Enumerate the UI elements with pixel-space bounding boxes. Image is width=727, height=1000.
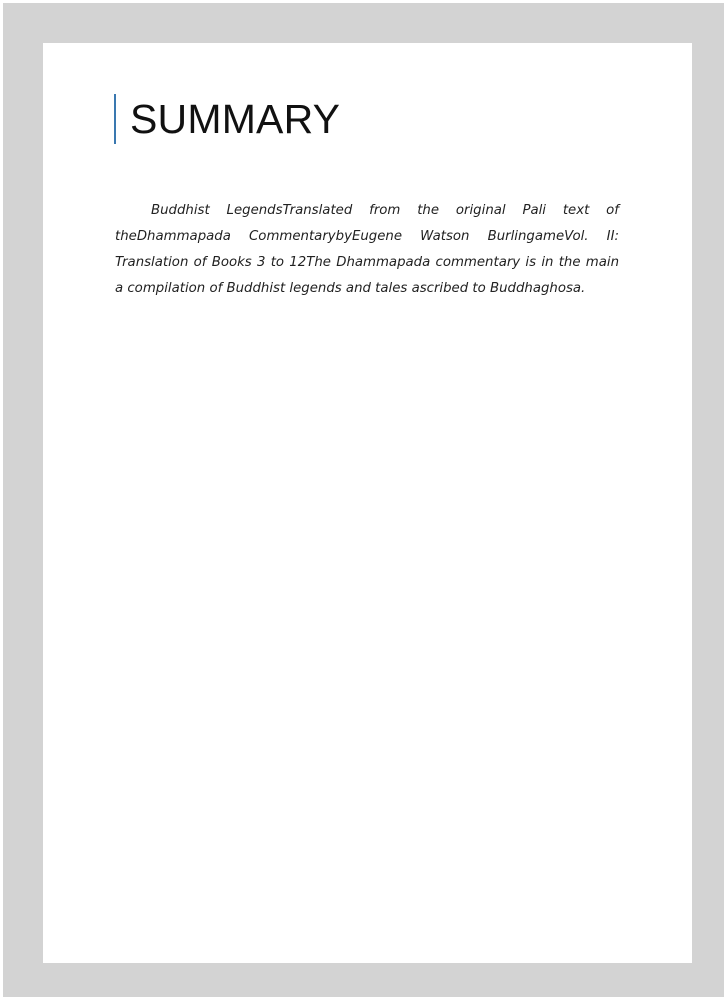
page-title: SUMMARY — [130, 95, 341, 142]
document-page — [43, 43, 692, 963]
title-block — [114, 94, 340, 144]
summary-paragraph: Buddhist LegendsTranslated from the original Pali text of theDhammapada CommentarybyEugene Watson BurlingameVol. II: Translation of Books 3 to 12The Dhammapada commentary is in the main a compilation of Buddhist legends and tales ascribed to Buddhaghosa. — [115, 203, 619, 296]
page-surround — [3, 3, 724, 997]
